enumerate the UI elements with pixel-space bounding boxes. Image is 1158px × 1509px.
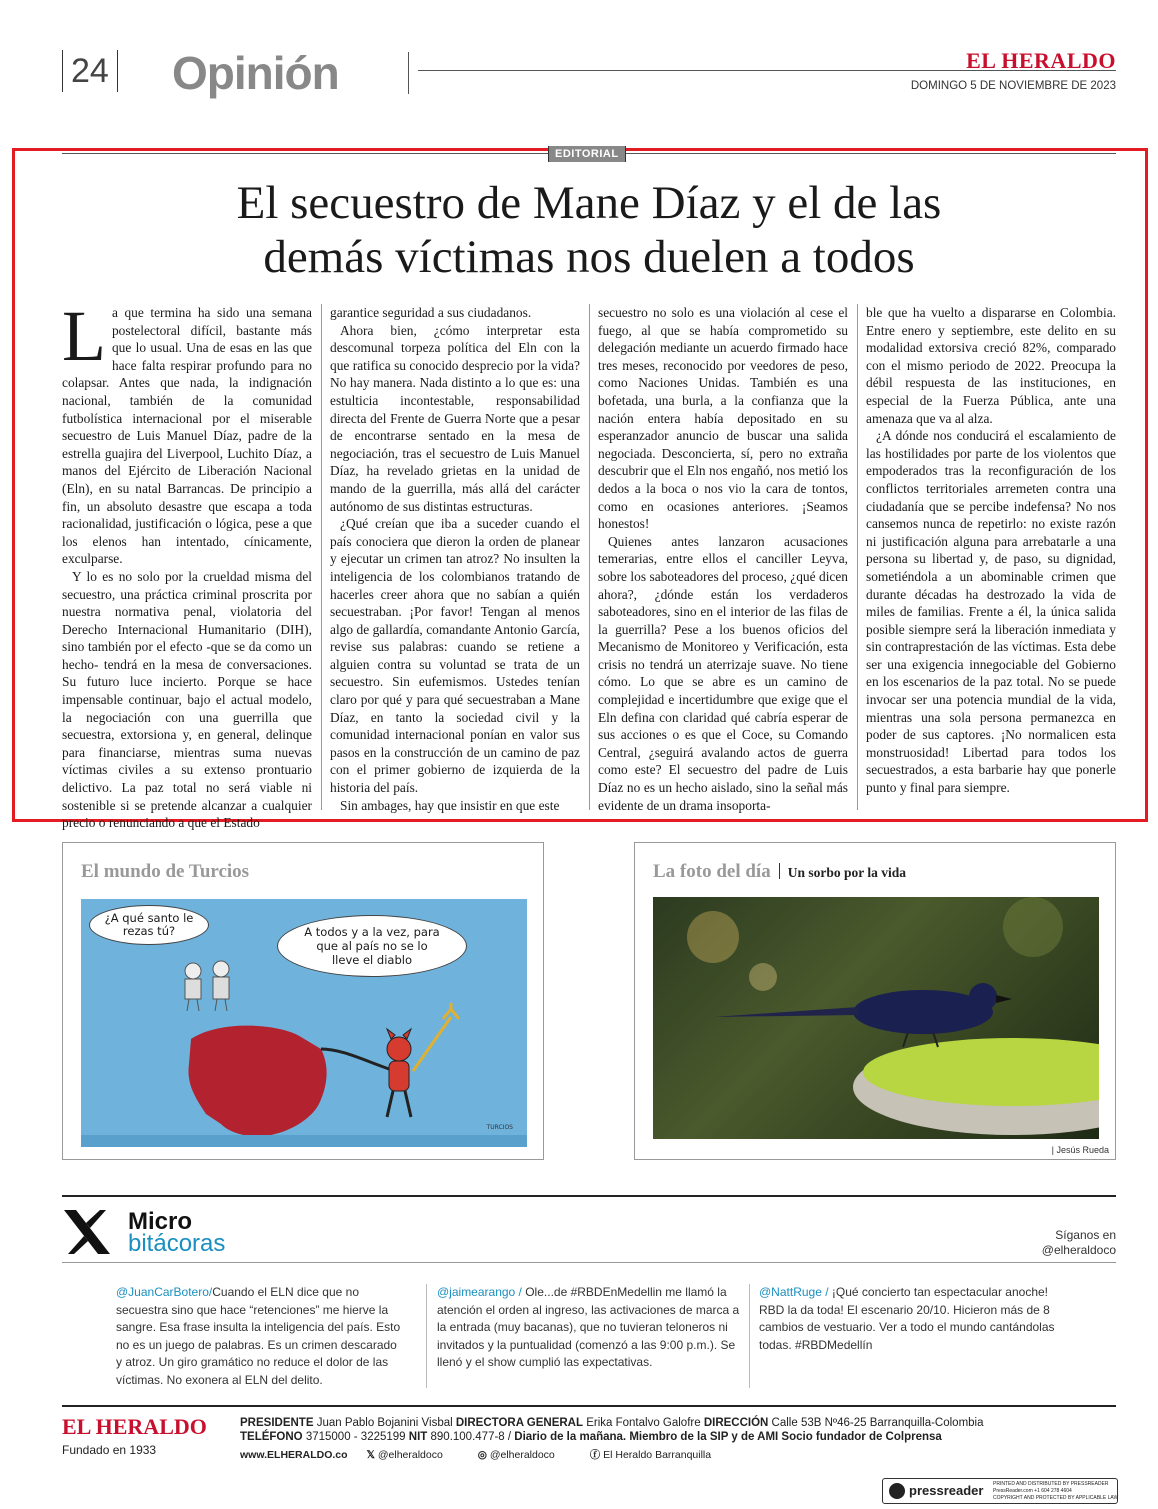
paragraph: ble que ha vuelto a dispararse en Colombia. Entre enero y septiembre, este delito en su modalidad extorsiva creció 82%, comparado con el mismo periodo de 2022. Preocupa la débil respuesta de las instituciones, en especial de la Fuerza Pública, ante una amenaza que va al alza. — [866, 305, 1116, 426]
paragraph: Quienes antes lanzaron acusaciones temerarias, entre ellos el canciller Leyva, sobre los saboteadores del proceso, ¿qué dicen ahora?, ¿dónde están los verdaderos saboteadores, sino en el interior de las filas de la guerrilla? Pese a los buenos oficios del Mecanismo de Monitoreo y Verificación, esta crisis no tendrá un aterrizaje suave. No tiene cómo. Lo que se abre es un camino de complejidad e incertidumbre que exige que el Eln defina con claridad qué cabría esperar de sus acciones o es que el Coce, su Comando Central, ¿seguirá avalando actos de guerra como este? El secuestro del padre de Luis Díaz no es un hecho aislado, sino la señal más evidente de un drama insoporta- — [598, 533, 848, 813]
cartoon-panel — [62, 842, 544, 1160]
paragraph: ¿Qué creían que iba a suceder cuando el país conociera que dieron la orden de planear y ejecutar un crimen tan atroz? No insulten la inteligencia de los colombianos tratando de hacerles creer ahora que no sabían a quién secuestraban. ¡Por favor! Tengan al menos algo de gallardía, comandante Antonio García, revise sus palabras: cuando se retiene a alguien contra su voluntad se trata de un secuestro. Sin eufemismos. Ustedes tenían claro por qué y para qué secuestraban a Mane Díaz, en tanto la sociedad civil y la comunidad internacional ponían en valor sus pasos en la construcción de un camino de paz con el primer gobierno de izquierda de la historia del país. — [330, 516, 580, 796]
micro-sub-rule — [62, 1262, 1116, 1263]
dropcap: L — [62, 296, 106, 376]
column-1 — [62, 296, 312, 832]
footer-website[interactable]: www.ELHERALDO.co — [240, 1449, 348, 1461]
tweet-3 — [759, 1284, 1059, 1354]
header-divider — [408, 52, 409, 94]
brand-logo: EL HERALDO — [966, 48, 1116, 73]
editorial-body — [62, 296, 1116, 832]
paragraph — [62, 296, 312, 568]
paragraph: ¿A dónde nos conducirá el escalamiento de las hostilidades por parte de los violentos que empoderados tras la reconfiguración de los conflictos territoriales arremeten contra una ciudadanía que se percibe indefensa? No nos cansemos nunca de repetirlo: no existe razón ni justificación alguna para arrebatarle a una persona su libertad y, de paso, su dignidad, sometiéndola a un abominable crimen que durante décadas ha destrozado la vida de miles de familias. Frente a él, la única salida posible siempre será la liberación inmediata y sin contraprestación de las víctimas. Esta debe ser una exigencia innegociable del Gobierno en los escenarios de la paz total. No se puede invocar ser una potencia mundial de la vida, mientras una sola persona permanezca en poder de sus captores. ¡No normalicen esta monstruosidad! Libertad para todos los secuestrados, a esta barbarie hay que ponerle punto y final para siempre. — [866, 428, 1116, 796]
section-title: Opinión — [172, 47, 339, 99]
follow-handle[interactable]: @elheraldoco — [1041, 1243, 1116, 1257]
photo-image — [653, 897, 1099, 1139]
footer-x[interactable]: 𝕏 @elheraldoco — [366, 1449, 443, 1461]
footer-facebook[interactable]: ⓕ El Heraldo Barranquilla — [589, 1449, 712, 1461]
page-number: 24 — [62, 50, 118, 92]
footer-line-1: PRESIDENTE Juan Pablo Bojanini Visbal DIRECTORA GENERAL Erika Fontalvo Galofre DIRECCIÓN Calle 53B Nº46-25 Barranquilla-Colombia — [240, 1417, 984, 1429]
tweet-divider — [426, 1284, 427, 1388]
instagram-icon: ◎ — [477, 1449, 487, 1461]
tweet-handle[interactable]: @JuanCarBotero/ — [116, 1285, 213, 1299]
pressreader-fineprint: PRINTED AND DISTRIBUTED BY PRESSREADER PressReader.com +1 604 278 4604 COPYRIGHT AND PROTECTED BY APPLICABLE LAW — [993, 1481, 1119, 1501]
footer-brand: EL HERALDO — [62, 1414, 207, 1439]
x-logo-icon — [62, 1208, 112, 1261]
paragraph: Y lo es no solo por la crueldad misma del secuestro, una práctica criminal proscrita por nuestra normativa penal, violatoria del Derecho Internacional Humanitario (DIH), sino también por el efecto -que se da como un hecho- tendrá en la mesa de conversaciones. Su futuro luce incierto. Porque se hace impensable continuar, bajo el actual modelo, la negociación con una guerrilla que secuestra, extorsiona y, en general, delinque para financiarse, mientras suma nuevas víctimas civiles a su extenso prontuario delictivo. La paz total no será viable ni sostenible si se pretende alcanzar a cualquier precio o renunciando a que el Estado — [62, 568, 312, 831]
editorial-tag: EDITORIAL — [548, 146, 626, 162]
column-4 — [866, 304, 1116, 832]
paragraph-text: a que termina ha sido una semana postelectoral difícil, bastante más que lo usual. Una de esas en las que hace falta respirar profundo para no colapsar. Antes que nada, la indignación nacional, también de la comunidad futbolística internacional por el miserable secuestro de Luis Manuel Díaz, padre de la estrella guajira del Liverpool, Luchito Díaz, a manos del Ejército de Liberación Nacional (Eln), en su natal Barrancas. De principio a fin, un absoluto desastre que escapa a toda racionalidad, justificación o lógica, pese a que los elenos han intentado, cínicamente, exculparse. — [62, 305, 312, 567]
photo-subtitle: Un sorbo por la vida — [787, 865, 906, 880]
tweet-text: Ole...de #RBDEnMedellin me llamó la atención el orden al ingreso, las activaciones de marca a la entrada (muy bacanas), que no tuvieran teloneros ni invitados y la puntualidad (comenzó a las 9:00 p.m.). Se llenó y el show cumplió las expectativas. — [437, 1285, 740, 1369]
photo-title: La foto del día — [653, 861, 771, 882]
column-2 — [330, 304, 580, 832]
photo-credit: | Jesús Rueda — [1051, 1145, 1109, 1155]
header-date: DOMINGO 5 DE NOVIEMBRE DE 2023 — [910, 80, 1116, 92]
micro-title: Micro — [128, 1208, 193, 1235]
column-3 — [598, 304, 848, 832]
speech-bubble-2: A todos y a la vez, para que al país no se lo lleve el diablo — [277, 915, 467, 977]
tweet-handle[interactable]: @jaimearango / — [437, 1285, 522, 1299]
tweet-1 — [116, 1284, 406, 1389]
tweet-2 — [437, 1284, 743, 1372]
cartoon-title: El mundo de Turcios — [81, 861, 250, 882]
bitacoras-title: bitácoras — [128, 1230, 226, 1257]
facebook-icon: ⓕ — [589, 1449, 601, 1461]
paragraph: Ahora bien, ¿cómo interpretar esta descomunal torpeza política del Eln con la que ratifica su conocido desprecio por la vida? No hay manera. Nada distinto a lo que es: una estulticia incontestable, responsabilidad directa del Frente de Guerra Norte que a pesar de encontrarse sentado en la mesa de negociación, tras el secuestro de Luis Manuel Díaz, ha revelado grietas en la unidad de mando de la guerrilla, más allá del carácter autónomo de sus distintas estructuras. — [330, 322, 580, 514]
x-icon: 𝕏 — [366, 1449, 375, 1461]
paragraph: secuestro no solo es una violación al cese el fuego, al que se había comprometido su delegación mediante un acuerdo firmado hace tres meses, reconocido por veedores de peso, como Naciones Unidas. También es una bofetada, una burla, a la confianza que la nación entera había depositado en su esperanzador anuncio de buscar una salida negociada. Desconcierta, sí, pero no extraña descubrir que el Eln nos engañó, nos metió los dedos a la boca o nos vio la cara de tontos, como en ocasiones anteriores. ¡Seamos honestos! — [598, 305, 848, 532]
paragraph: Sin ambages, hay que insistir en que este — [340, 797, 560, 813]
pressreader-name: pressreader — [909, 1483, 984, 1498]
tweet-text: ¡Qué concierto tan espectacular anoche! RBD la da toda! El escenario 20/10. Hicieron más de 8 cambios de vestuario. Ver a todo el mundo cantándolas todas. #RBDMedellín — [759, 1285, 1055, 1352]
footer-top-rule — [62, 1405, 1116, 1407]
footer-founded: Fundado en 1933 — [62, 1443, 157, 1457]
pressreader-icon — [889, 1483, 905, 1499]
photo-panel — [634, 842, 1116, 1160]
cartoon-image — [81, 899, 527, 1147]
footer-instagram[interactable]: ◎ @elheraldoco — [477, 1449, 555, 1461]
follow-label: Síganos en — [1055, 1228, 1116, 1242]
footer-social — [240, 1447, 743, 1462]
micro-top-rule — [62, 1195, 1116, 1197]
editorial-headline — [62, 176, 1116, 284]
photo-header — [653, 861, 906, 883]
headline-line-1: El secuestro de Mane Díaz y el de las — [236, 177, 942, 229]
bird-photo — [653, 897, 1099, 1139]
headline-line-2: demás víctimas nos duelen a todos — [263, 231, 915, 283]
tweet-handle[interactable]: @NattRuge / — [759, 1285, 829, 1299]
cartoon-signature: TURCIOS — [486, 1124, 513, 1131]
pressreader-badge — [882, 1478, 1118, 1504]
tweet-text: Cuando el ELN dice que no secuestra sino que hace “retenciones” me hierve la sangre. Esa frase insulta la inteligencia del país. Esto no es un juego de palabras. Es un crimen descarado y atroz. Un giro gramático no reduce el dolor de las víctimas. No exonera al ELN del delito. — [116, 1285, 401, 1387]
paragraph: garantice seguridad a sus ciudadanos. — [330, 305, 532, 320]
speech-bubble-1: ¿A qué santo le rezas tú? — [89, 905, 209, 945]
footer-line-2: TELÉFONO 3715000 - 3225199 NIT 890.100.477-8 / Diario de la mañana. Miembro de la SIP y de AMI Socio fundador de Colprensa — [240, 1431, 942, 1443]
tweet-divider — [749, 1284, 750, 1388]
follow-us — [1042, 1228, 1116, 1258]
